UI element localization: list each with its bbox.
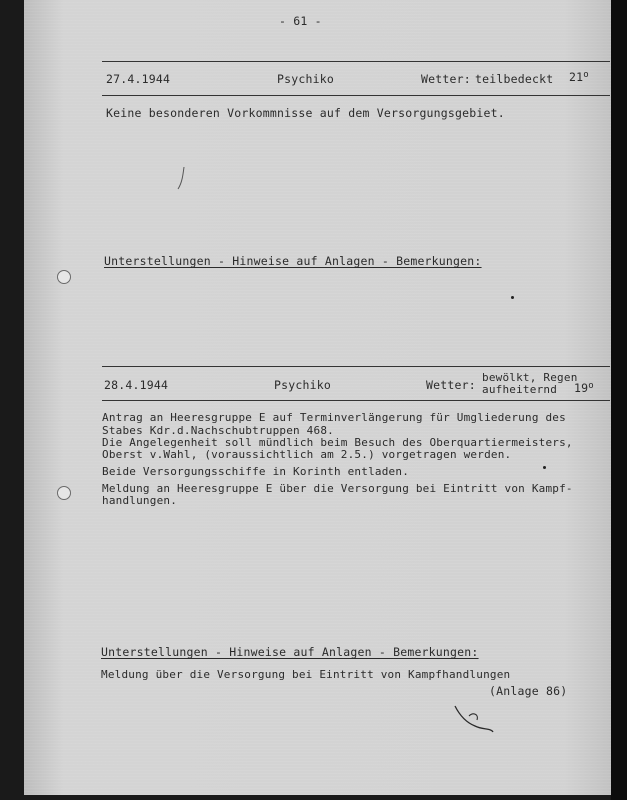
punch-hole xyxy=(57,486,71,500)
entry2-bottom-rule xyxy=(102,400,610,401)
entry1-date: 27.4.1944 xyxy=(106,72,171,86)
entry2-section-heading: Unterstellungen - Hinweise auf Anlagen - Bemerkungen: xyxy=(101,645,479,659)
document-page xyxy=(24,0,611,795)
punch-hole xyxy=(57,270,71,284)
entry2-body-line: Oberst v.Wahl, (voraussichtlich am 2.5.) vorgetragen werden. xyxy=(102,448,512,461)
pencil-mark xyxy=(174,165,194,193)
ink-dot xyxy=(543,466,546,469)
entry2-body-line: Die Angelegenheit soll mündlich beim Besuch des Oberquartiermeisters, xyxy=(102,436,573,449)
entry2-body-line: Stabes Kdr.d.Nachschubtruppen 468. xyxy=(102,424,334,437)
entry1-bottom-rule xyxy=(102,95,610,96)
entry2-place: Psychiko xyxy=(274,378,331,392)
entry2-body-line: Antrag an Heeresgruppe E auf Terminverlängerung für Umgliederung des xyxy=(102,411,566,424)
entry2-body-line: handlungen. xyxy=(102,494,178,507)
entry2-date: 28.4.1944 xyxy=(104,378,169,392)
entry2-body-line: Meldung an Heeresgruppe E über die Versorgung bei Eintritt von Kampf- xyxy=(102,482,573,495)
entry2-body-line: Beide Versorgungsschiffe in Korinth entladen. xyxy=(102,465,410,478)
entry1-section-heading: Unterstellungen - Hinweise auf Anlagen - Bemerkungen: xyxy=(104,254,482,268)
entry2-weather-line1: bewölkt, Regen xyxy=(482,371,578,384)
entry2-top-rule xyxy=(102,366,610,367)
handwritten-mark xyxy=(449,700,499,736)
entry2-weather-line2: aufheiternd xyxy=(482,383,558,396)
entry2-attachment: (Anlage 86) xyxy=(489,684,568,698)
ink-dot xyxy=(511,296,514,299)
entry1-weather-label: Wetter: xyxy=(421,72,471,86)
entry1-body-line: Keine besonderen Vorkommnisse auf dem Versorgungsgebiet. xyxy=(106,106,505,120)
entry2-note: Meldung über die Versorgung bei Eintritt von Kampfhandlungen xyxy=(101,668,511,681)
scan-edge-shadow xyxy=(611,0,627,800)
entry1-weather-value: teilbedeckt xyxy=(475,72,554,86)
entry2-weather-label: Wetter: xyxy=(426,378,476,392)
entry1-place: Psychiko xyxy=(277,72,334,86)
entry1-temperature: 21$^o$ xyxy=(569,70,589,84)
page-number: - 61 - xyxy=(279,14,322,28)
entry2-temperature: 19$^o$ xyxy=(574,381,594,395)
entry1-top-rule xyxy=(102,61,610,62)
